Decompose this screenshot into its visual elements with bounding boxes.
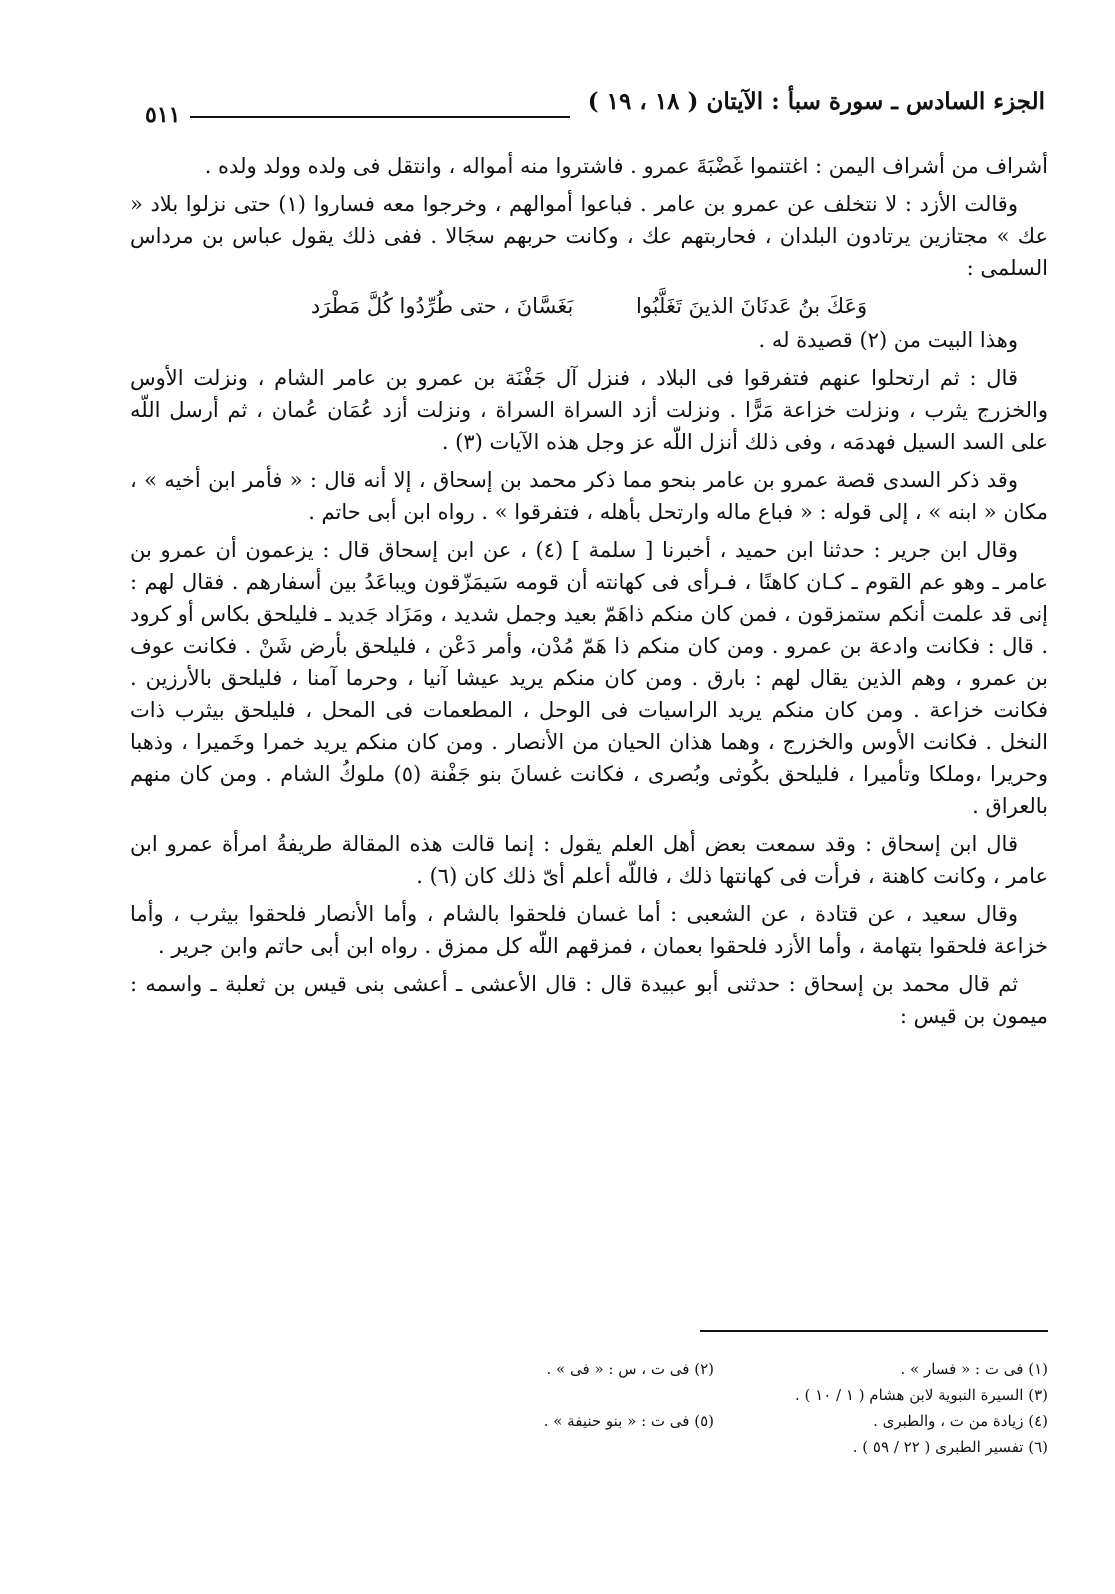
- paragraph-8: وقال سعيد ، عن قتادة ، عن الشعبى : أما غسان فلحقوا بالشام ، وأما الأنصار فلحقوا بيثرب ، وأما خزاعة فلحقوا بتهامة ، وأما الأزد فلحقوا بعمان ، فمزقهم اللّه كل ممزق . رواه ابن أبى حاتم وابن جرير .: [130, 902, 1048, 958]
- footnote-6: (٦) تفسير الطبرى ( ٢٢ / ٥٩ ) .: [852, 1438, 1048, 1456]
- main-text: [130, 150, 1048, 1038]
- footnote-row: [380, 1408, 1048, 1434]
- paragraph-9: ثم قال محمد بن إسحاق : حدثنى أبو عبيدة قال : قال الأعشى ـ أعشى بنى قيس بن ثعلبة ـ واسمه : ميمون بن قيس :: [130, 972, 1048, 1028]
- footnotes: [380, 1356, 1048, 1460]
- paragraph-7: قال ابن إسحاق : وقد سمعت بعض أهل العلم يقول : إنما قالت هذه المقالة طريفةُ امرأة عمرو ابن عامر ، وكانت كاهنة ، فرأت فى كهانتها ذلك ، فاللّه أعلم أىّ ذلك كان (٦) .: [130, 832, 1048, 888]
- paragraph-2: وقالت الأزد : لا نتخلف عن عمرو بن عامر . فباعوا أموالهم ، وخرجوا معه فساروا (١) حتى نزلوا بلاد « عك » مجتازين يرتادون البلدان ، فحاربتهم عك ، وكانت حربهم سجَالا . ففى ذلك يقول عباس بن مرداس السلمى :: [130, 192, 1048, 280]
- footnote-row: [380, 1356, 1048, 1382]
- footnote-row: [380, 1382, 1048, 1408]
- running-title: الجزء السادس ـ سورة سبأ : الآيتان ( ١٨ ، ١٩ ): [587, 88, 1045, 115]
- verse-second-hemistich: بَغَسَّانَ ، حتى طُرِّدُوا كُلَّ مَطْرَد: [310, 294, 574, 318]
- paragraph-6: وقال ابن جرير : حدثنا ابن حميد ، أخبرنا [ سلمة ] (٤) ، عن ابن إسحاق قال : يزعمون أن عمرو بن عامر ـ وهو عم القوم ـ كـان كاهنًا ، فـرأى فى كهانته أن قومه سَيمَزّقون ويباعَدُ بين أسفارهم . فقال لهم : إنى قد علمت أنكم ستمزقون ، فمن كان منكم ذاهَمّ بعيد وجمل شديد ، ومَزَاد جَديد ـ فليلحق بكاس أو كرود . قال : فكانت وادعة بن عمرو . ومن كان منكم ذا هَمّ مُدْن، وأمر دَعْن ، فليلحق بأرض شَنْ . فكانت عوف بن عمرو ، وهم الذين يقال لهم : بارق . ومن كان منكم يريد عيشا آنيا ، وحرما آمنا ، فليلحق بالأرزين . فكانت خزاعة . ومن كان منكم يريد الراسيات فى الوحل ، المطعمات فى المحل ، فليلحق بيثرب ذات النخل . فكانت الأوس والخزرج ، وهما هذان الحيان من الأنصار . ومن كان منكم يريد خمرا وخَميرا ، وذهبا وحريرا ،وملكا وتأميرا ، فليلحق بكُوثى وبُصرى ، فكانت غسانَ بنو جَفْنة (٥) ملوكُ الشام . ومن كان منهم بالعراق .: [130, 538, 1048, 818]
- verse-first-hemistich: وَعَكَ بنُ عَدنَانَ الذينَ تَغَلَّبُوا: [635, 294, 868, 318]
- footnote-4: (٤) زيادة من ت ، والطبرى .: [873, 1412, 1048, 1430]
- paragraph-3: وهذا البيت من (٢) قصيدة له .: [758, 328, 1018, 352]
- paragraph-5: وقد ذكر السدى قصة عمرو بن عامر بنحو مما ذكر محمد بن إسحاق ، إلا أنه قال : « فأمر ابن أخيه » ، مكان « ابنه » ، إلى قوله : « فباع ماله وارتحل بأهله ، فتفرقوا » . رواه ابن أبى حاتم .: [130, 468, 1048, 524]
- footnote-5: (٥) فى ت : « بنو حنيفة » .: [543, 1412, 714, 1430]
- footnote-row: [380, 1434, 1048, 1460]
- header-rule: [190, 116, 570, 118]
- page-number: ٥١١: [145, 102, 181, 128]
- poem-verse: [130, 290, 1048, 322]
- footnote-1: (١) فى ت : « فسار » .: [900, 1360, 1048, 1378]
- paragraph-1: أشراف من أشراف اليمن : اغتنموا غَضْبَةَ عمرو . فاشتروا منه أمواله ، وانتقل فى ولده وولد ولده .: [204, 154, 1048, 178]
- footnote-2: (٢) فى ت ، س : « فى » .: [546, 1360, 714, 1378]
- page-header: [135, 88, 1045, 128]
- footnote-3: (٣) السيرة النبوية لابن هشام ( ١ / ١٠ ) .: [794, 1386, 1048, 1404]
- paragraph-4: قال : ثم ارتحلوا عنهم فتفرقوا فى البلاد ، فنزل آل جَفْنَة بن عمرو بن عامر الشام ، ونزلت الأوس والخزرج يثرب ، ونزلت خزاعة مَرًّا . ونزلت أزد السراة السراة ، ونزلت أزد عُمَان عُمان ، ثم أرسل اللّه على السد السيل فهدمَه ، وفى ذلك أنزل اللّه عز وجل هذه الآيات (٣) .: [130, 366, 1048, 454]
- footnote-rule: [700, 1330, 1048, 1332]
